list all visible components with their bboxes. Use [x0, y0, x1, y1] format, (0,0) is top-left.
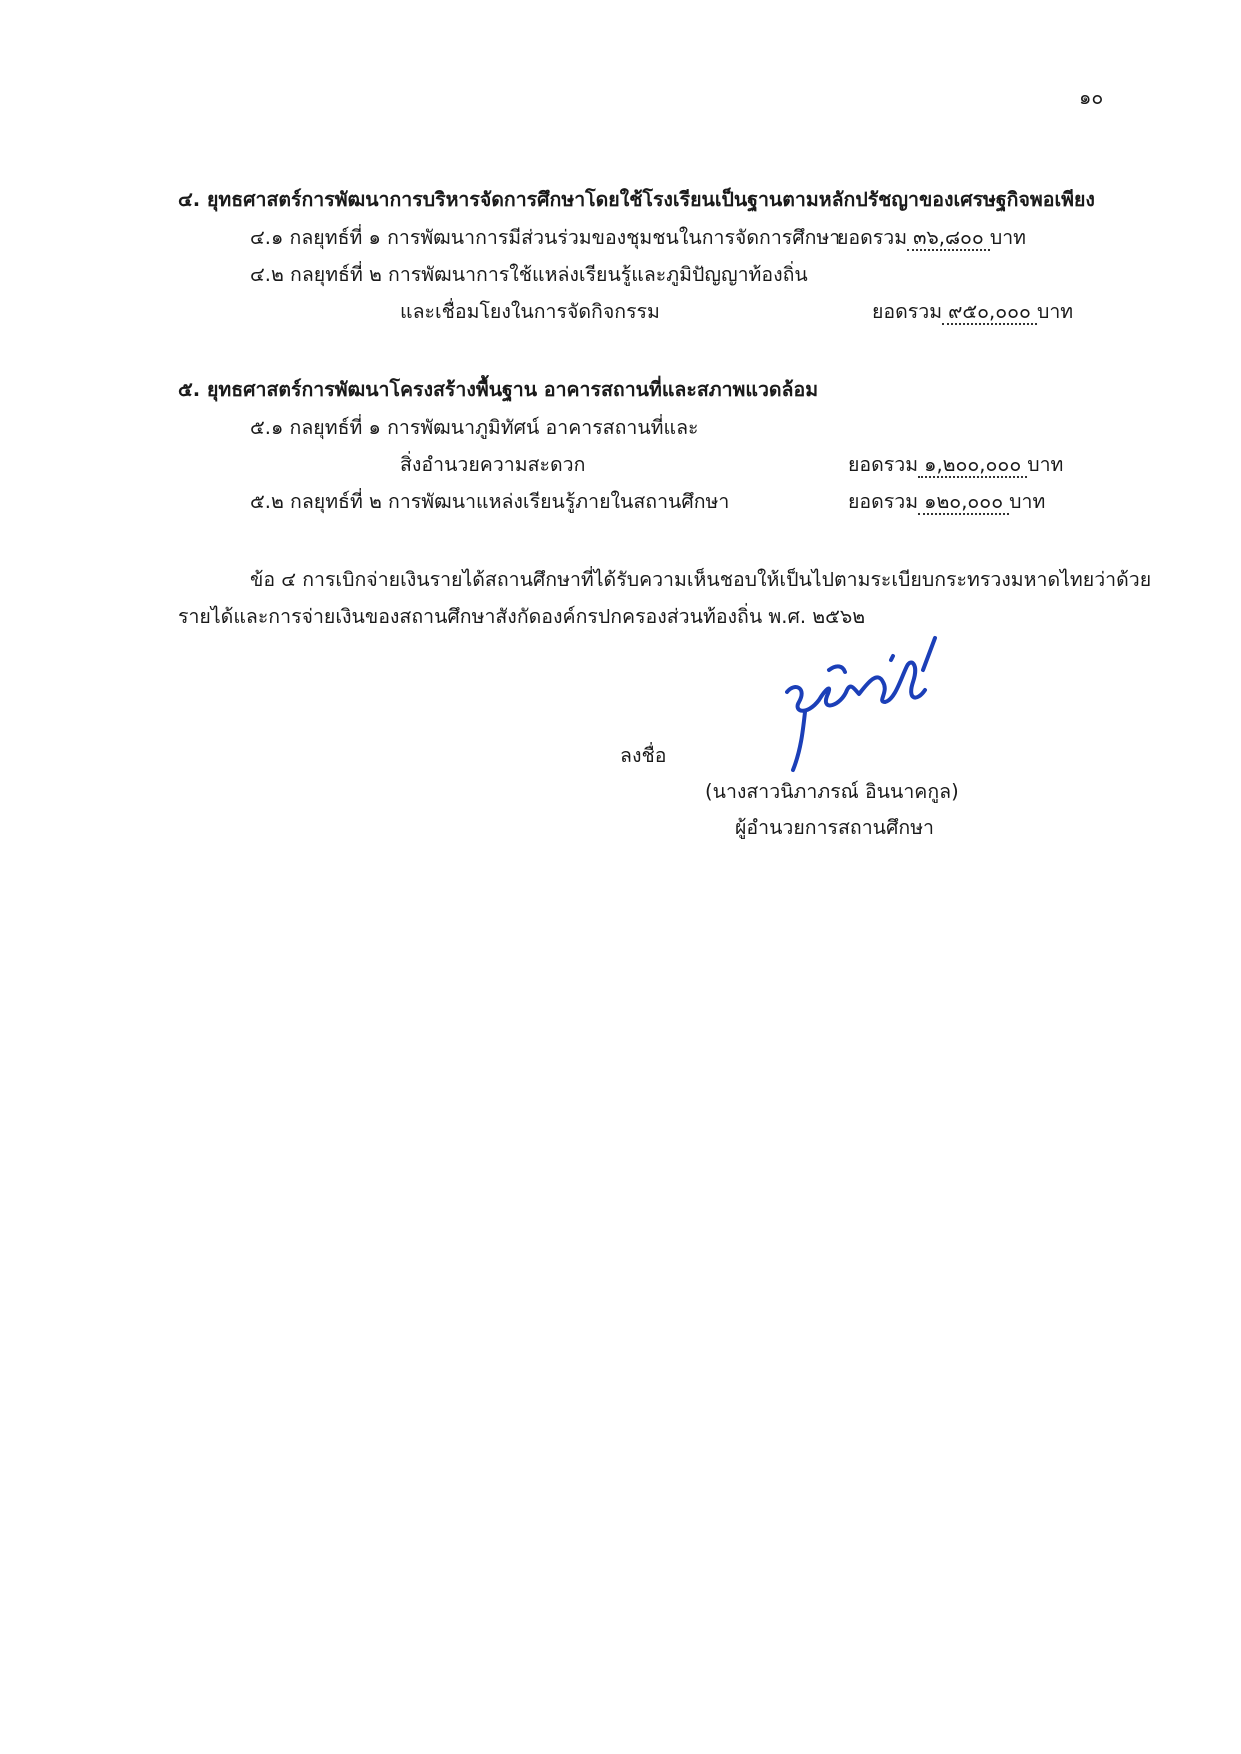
amount-field: ๓๖,๘๐๐ [907, 228, 990, 251]
section-4-1-text: ๔.๑ กลยุทธ์ที่ ๑ การพัฒนาการมีส่วนร่วมของชุมชนในการจัดการศึกษา [250, 226, 841, 249]
section-5-2-text: ๕.๒ กลยุทธ์ที่ ๒ การพัฒนาแหล่งเรียนรู้ภายในสถานศึกษา [250, 490, 730, 513]
section-4-2-total [872, 302, 1073, 325]
signer-position: ผู้อำนวยการสถานศึกษา [735, 816, 934, 839]
unit-label: บาท [1027, 453, 1064, 476]
total-label: ยอดรวม [848, 490, 919, 513]
sign-label: ลงชื่อ [620, 744, 667, 767]
section-4-2-text-line2: และเชื่อมโยงในการจัดกิจกรรม [400, 300, 660, 323]
page-number: ๑๐ [1079, 86, 1104, 109]
signer-name: (นางสาวนิภาภรณ์ อินนาคกูล) [705, 780, 959, 803]
unit-label: บาท [989, 226, 1027, 249]
amount-field: ๑,๒๐๐,๐๐๐ [918, 455, 1027, 478]
clause-line-1: ข้อ ๔ การเบิกจ่ายเงินรายได้สถานศึกษาที่ได้รับความเห็นชอบให้เป็นไปตามระเบียบกระทรวงมหาดไทยว่าด้วย [250, 568, 1152, 591]
total-label: ยอดรวม [848, 453, 919, 476]
total-label: ยอดรวม [872, 300, 943, 323]
section-4-1-total [837, 228, 1026, 251]
total-label: ยอดรวม [837, 226, 908, 249]
section-4-2-text-line1: ๔.๒ กลยุทธ์ที่ ๒ การพัฒนาการใช้แหล่งเรียนรู้และภูมิปัญญาท้องถิ่น [250, 263, 808, 286]
section-5-heading: ๕. ยุทธศาสตร์การพัฒนาโครงสร้างพื้นฐาน อาคารสถานที่และสภาพแวดล้อม [178, 378, 819, 401]
section-5-1-text-line2: สิ่งอำนวยความสะดวก [400, 453, 586, 476]
unit-label: บาท [1009, 490, 1046, 513]
clause-line-2: รายได้และการจ่ายเงินของสถานศึกษาสังกัดองค์กรปกครองส่วนท้องถิ่น พ.ศ. ๒๕๖๒ [178, 605, 866, 628]
section-5-2-total [848, 492, 1045, 515]
handwritten-signature [785, 630, 945, 790]
amount-field: ๙๕๐,๐๐๐ [942, 302, 1037, 325]
amount-field: ๑๒๐,๐๐๐ [918, 492, 1009, 515]
section-4-heading: ๔. ยุทธศาสตร์การพัฒนาการบริหารจัดการศึกษาโดยใช้โรงเรียนเป็นฐานตามหลักปรัชญาของเศรษฐกิจพอเพียง [178, 188, 1095, 211]
section-5-1-text-line1: ๕.๑ กลยุทธ์ที่ ๑ การพัฒนาภูมิทัศน์ อาคารสถานที่และ [250, 416, 699, 439]
section-5-1-total [848, 455, 1063, 478]
unit-label: บาท [1036, 300, 1074, 323]
